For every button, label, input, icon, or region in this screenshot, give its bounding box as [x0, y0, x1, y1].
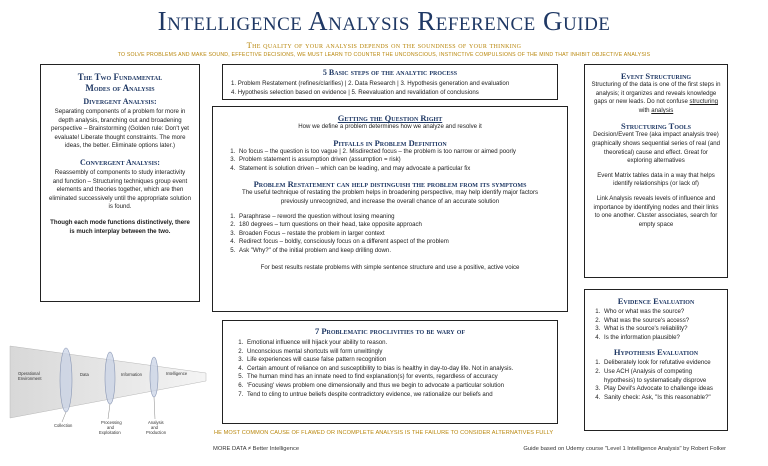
list-item: 3. What is the source's reliability? [602, 325, 722, 334]
footer-credit: Guide based on Udemy course "Level 1 Intelligence Analysis" by Robert Folker [523, 446, 726, 452]
proclivities-list [231, 339, 549, 399]
analysis-modes-panel [40, 64, 200, 302]
hypothesis-title: Hypothesis Evaluation [613, 347, 699, 358]
list-item: 4. Certain amount of reliance on and susceptibility to bias is healthy in day-to-day life. Not in analysis. [245, 365, 549, 374]
list-item: 5. Ask "Why?" of the initial problem and keep drilling down. [237, 247, 557, 256]
modes-title-line2: Modes of Analysis [85, 83, 155, 93]
label-analysis: Analysis [148, 420, 164, 425]
restatement-title: Problem Restatement can help distinguish the problem from its symptoms [253, 179, 527, 190]
list-item: 1. Who or what was the source? [602, 308, 722, 317]
question-panel [212, 106, 568, 312]
steps-title: 5 Basic steps of the analytic process [322, 68, 458, 77]
list-item: 4. Statement is solution driven – which can be leading, and may advocate a particular fix [237, 165, 557, 174]
list-item: 1. Deliberately look for refutative evidence [602, 359, 722, 368]
tool-event-matrix: Event Matrix tables data in a way that helps identify relationships (or lack of) [597, 171, 715, 188]
label-information: Information [121, 372, 142, 377]
tool-link-analysis: Link Analysis reveals levels of influence and importance by identifying nodes and their links to one another. Cluster associates, search for empty space [593, 194, 719, 228]
pitfalls-title: Pitfalls in Problem Definition [333, 137, 447, 148]
label-intelligence: Intelligence [166, 371, 188, 376]
label-production: Production [146, 430, 167, 435]
event-structuring-panel [584, 64, 728, 278]
label-exploitation: Exploitation [99, 430, 121, 435]
page-tagline: TO SOLVE PROBLEMS AND MAKE SOUND, EFFECTIVE DECISIONS, WE MUST LEARN TO COUNTER THE UNCONSCIOUS, INSTINCTIVE COMPULSIONS OF THE MIND THAT INHIBIT OBJECTIVE ANALYSIS [117, 52, 651, 58]
basic-steps-panel [222, 64, 558, 100]
label-environment: Environment [18, 376, 42, 381]
list-item: 2. Use ACH (Analysis of competing hypothesis) to systematically disprove [602, 368, 722, 385]
proclivities-panel [222, 320, 558, 424]
steps-line2: 4. Hypothesis selection based on evidence | 5. Reevaluation and revalidation of conclusions [231, 88, 479, 96]
divergent-text: Separating components of a problem for more in depth analysis, branching out and broadening perspective – Brainstorming (Golden rule: Don't yet evaluate! Liberate thought constraints. The more ideas, the better. Eliminate options later.) [51, 108, 189, 150]
list-item: 6. 'Focusing' views problem one dimensionally and thus we begin to advocate a particular solution [245, 382, 549, 391]
proclivities-title: 7 Problematic proclivities to be wary of [314, 326, 466, 336]
intelligence-cycle-diagram [8, 318, 208, 444]
page-title: Intelligence Analysis Reference Guide [157, 6, 611, 36]
evaluation-panel [584, 289, 728, 431]
label-analysis-and: and [151, 425, 158, 430]
question-title: Getting the Question Right [337, 113, 443, 123]
list-item: 2. Unconscious mental shortcuts will form unwittingly [245, 348, 549, 357]
list-item: 1. Emotional influence will hijack your ability to reason. [245, 339, 549, 348]
footer-left: MORE DATA ≠ Better Intelligence [213, 446, 300, 452]
list-item: 4. Redirect focus – boldly, consciously focus on a different aspect of the problem [237, 238, 557, 247]
list-item: 3. Play Devil's Advocate to challenge ideas [602, 385, 722, 394]
list-item: 2. 180 degrees – turn questions on their head, take opposite approach [237, 221, 557, 230]
question-intro: How we define a problem determines how we analyze and resolve it [298, 123, 482, 130]
list-item: 3. Life experiences will cause false pattern recognition [245, 356, 549, 365]
page-subtitle: The quality of your analysis depends on the soundness of your thinking [246, 40, 522, 50]
list-item: 5. The human mind has an innate need to find explanation(s) for events, regardless of accuracy [245, 373, 549, 382]
modes-note: Though each mode functions distinctively, there is much interplay between the two. [50, 218, 190, 235]
event-text: Structuring of the data is one of the first steps in analysis; it organizes and reveals knowledge gaps or new leads. Do not confuse structuring with analysis [591, 81, 721, 114]
label-processing: Processing [101, 420, 122, 425]
divergent-title: Divergent Analysis: [83, 97, 157, 106]
evidence-title: Evidence Evaluation [617, 296, 695, 306]
tools-title: Structuring Tools [620, 121, 692, 132]
collection-disc [60, 348, 72, 412]
modes-title-line1: The Two Fundamental [77, 72, 163, 82]
convergent-text: Reassembly of components to study interactivity and function – Structuring techniques group event elements and theories together, which are then eliminated successively until the appropriate solution is found. [49, 168, 191, 211]
pitfalls-list [223, 148, 557, 174]
list-item: 3. Broaden Focus – restate the problem in larger context [237, 230, 557, 239]
evidence-list [590, 308, 722, 342]
list-item: 4. Is the information plausible? [602, 334, 722, 343]
list-item: 1. No focus – the question is too vague | 2. Misdirected focus – the problem is too narrow or aimed poorly [237, 148, 557, 157]
list-item: 1. Paraphrase – reword the question without losing meaning [237, 213, 557, 222]
alternatives-warning: HE MOST COMMON CAUSE OF FLAWED OR INCOMPLETE ANALYSIS IS THE FAILURE TO CONSIDER ALTERNATIVES FULLY [214, 430, 554, 436]
label-collection: Collection [54, 423, 73, 428]
label-processing-and: and [107, 425, 114, 430]
list-item: 7. Tend to cling to untrue beliefs despite contradictory evidence, we rationalize our beliefs and [245, 391, 549, 400]
list-item: 3. Problem statement is assumption driven (assumption = risk) [237, 156, 557, 165]
convergent-title: Convergent Analysis: [80, 157, 160, 167]
list-item: 4. Sanity check: Ask, "Is this reasonable?" [602, 394, 722, 403]
hypothesis-list [590, 359, 722, 402]
analysis-disc [150, 357, 158, 397]
label-data: Data [80, 372, 89, 377]
list-item: 2. What was the source's access? [602, 317, 722, 326]
restatement-footer: For best results restate problems with simple sentence structure and use a positive, active voice [260, 263, 520, 271]
processing-disc [105, 352, 115, 404]
techniques-list [223, 213, 557, 256]
tool-decision-tree: Decision/Event Tree (aka impact analysis tree) graphically shows sequential series of real (and theoretical) cause and effect. Great for exploring alternatives [591, 131, 721, 165]
steps-line1: 1. Problem Restatement (refines/clarifies) | 2. Data Research | 3. Hypothesis generation and evaluation [231, 80, 510, 87]
restatement-text: The useful technique of restating the problem helps in broadening perspective, may help identify major factors previously unrecognized, and increase the overall chance of an accurate solution [241, 189, 539, 205]
label-operational: Operational [18, 371, 40, 376]
event-title: Event Structuring [620, 71, 692, 81]
